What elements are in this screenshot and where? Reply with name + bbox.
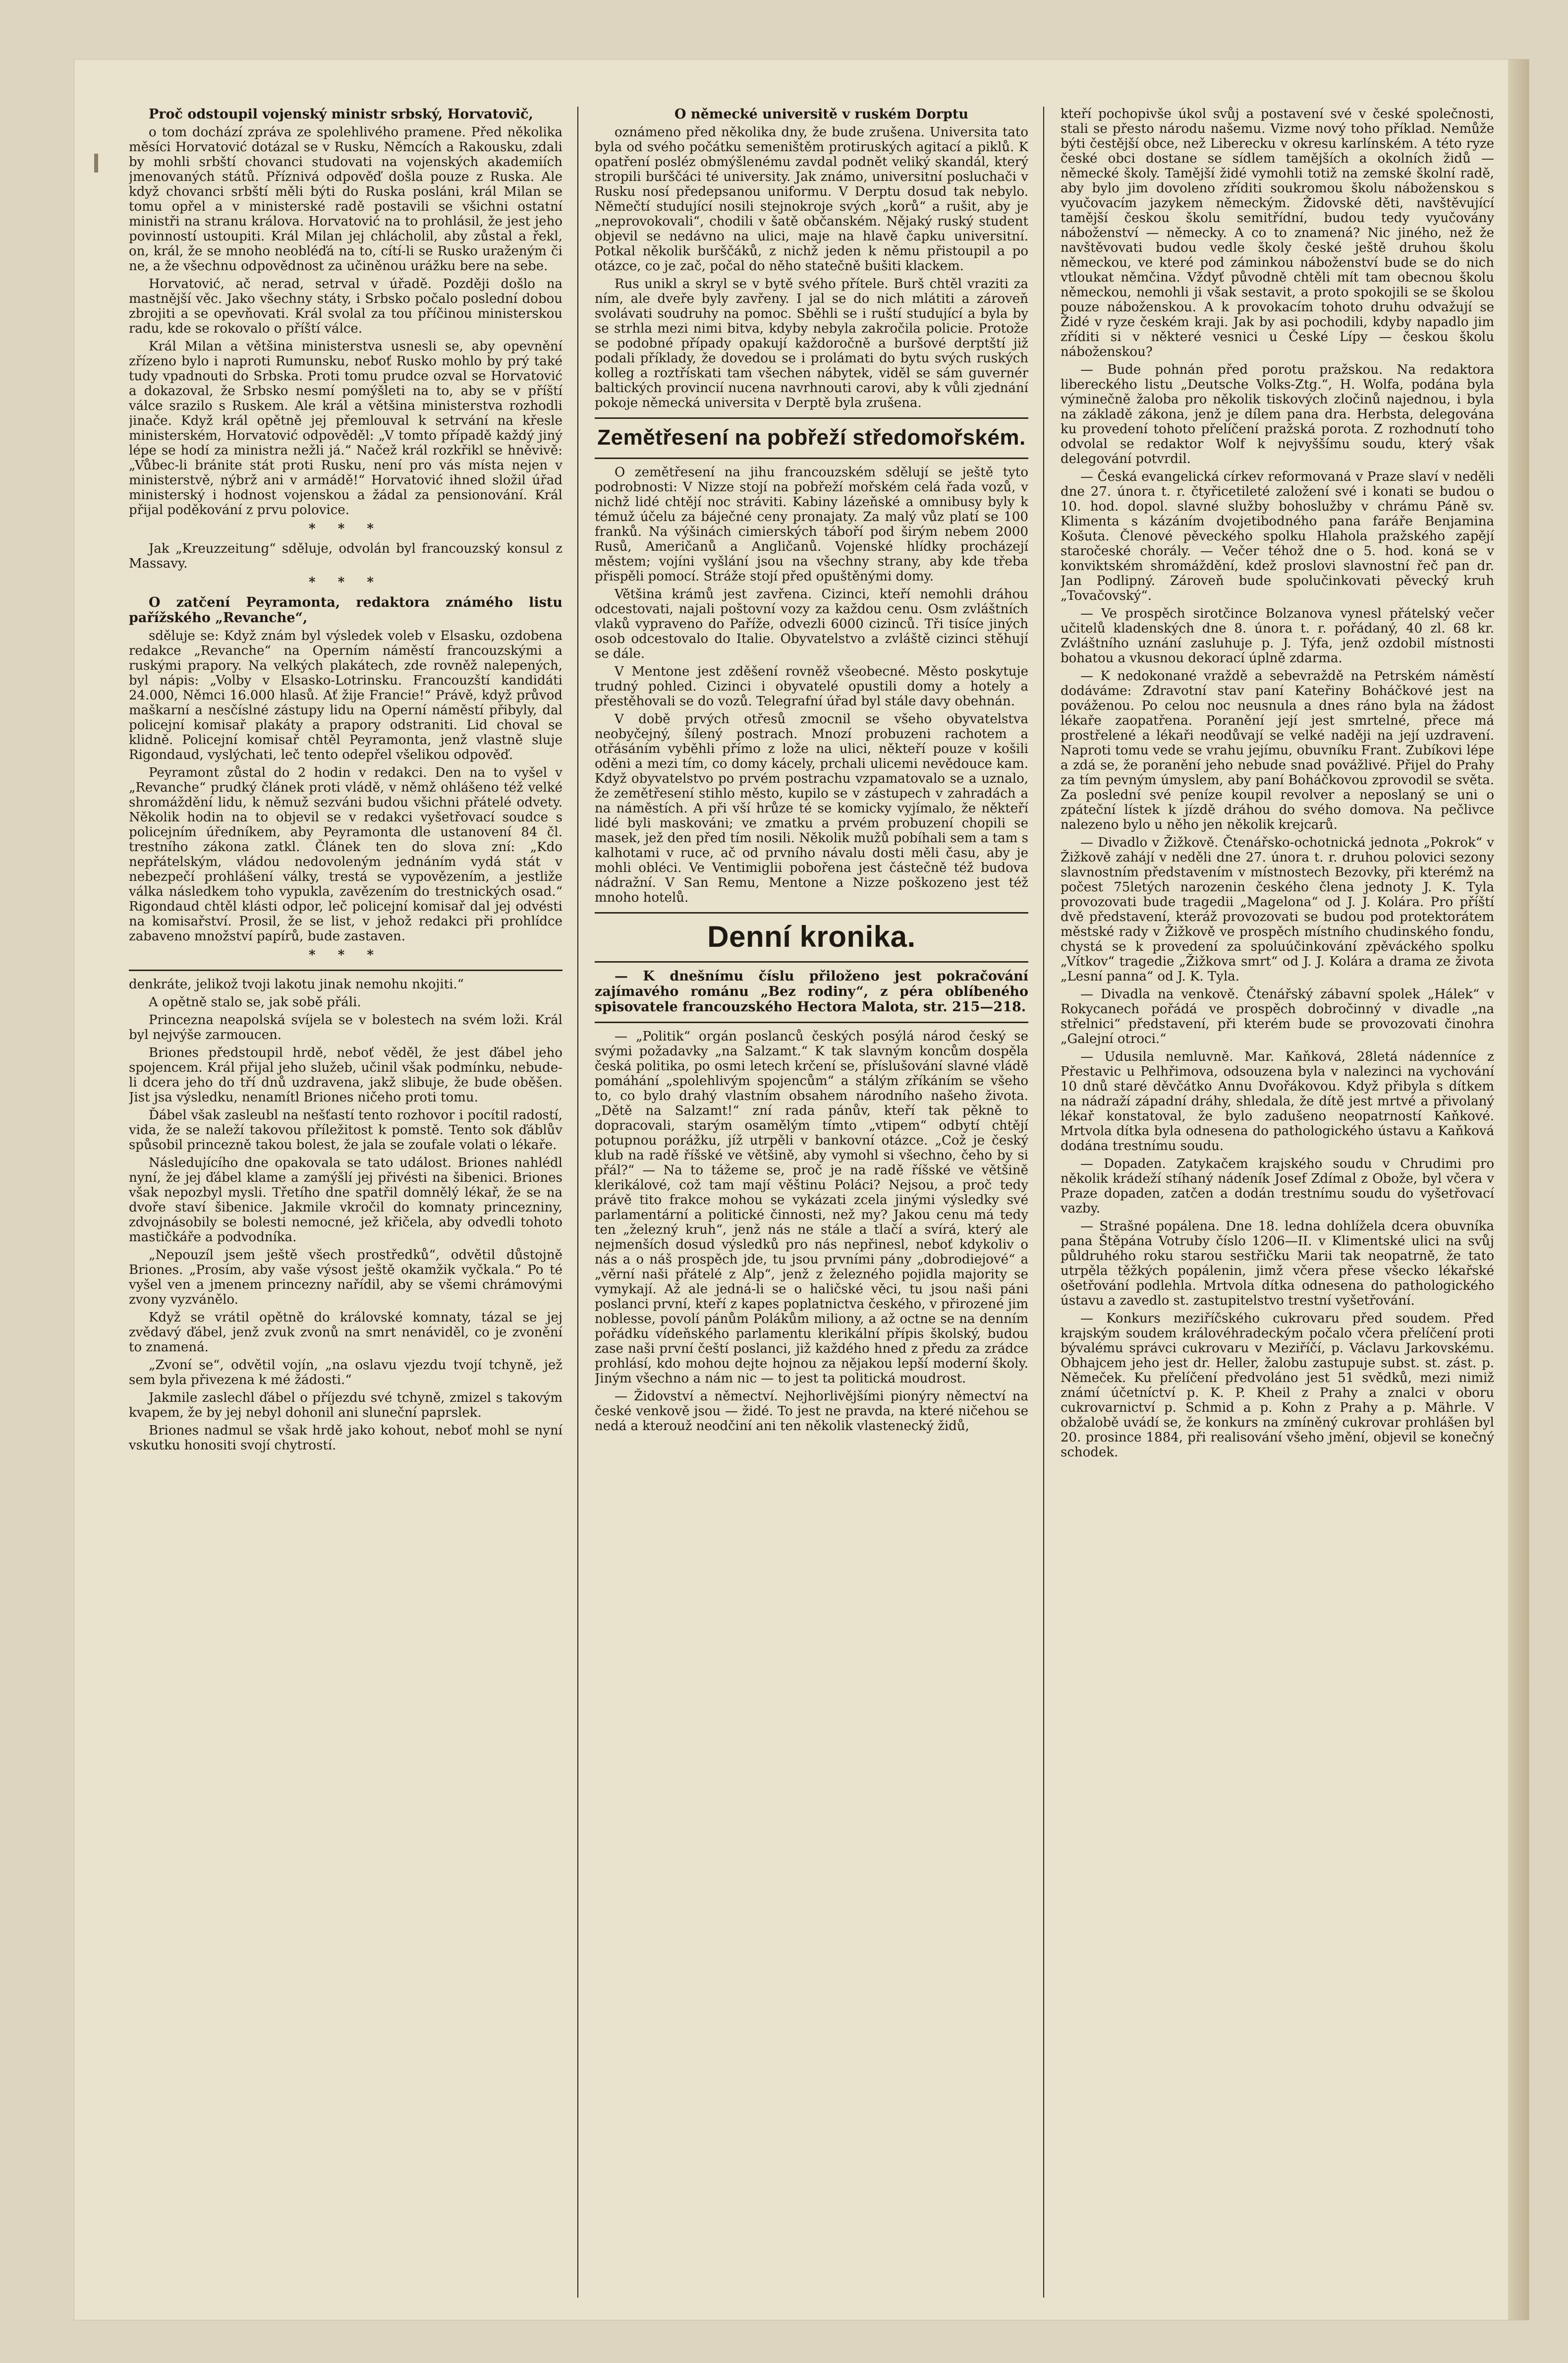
article-paragraph: V době prvých otřesů zmocnil se všeho obyvatelstva neobyčejný, šílený postrach. Mnozí probuzeni rachotem a otřásáním vyběhli přímo z lože na ulici, někteří pouze v košili oděni a mezi tím, co domy kácely, prchali ulicemi nevědouce kam. Když obyvatelstvo po prvém postrachu vzpamatovalo se a uznalo, že zemětřesení stihlo město, kupilo se v zástupech v zahradách a na náměstích. A při vší hrůze té se komicky vyjímalo, že někteří lidé byli maskováni; ve zmatku a prvém probuzení chopili se masek, jež den před tím nosili. Několik mužů pobíhali sem a tam s kalhotami v ruce, ač od prvního návalu dosti měli času, aby je mohli obléci. Ve Ventimiglii pobořena jest částečně též budova nádražní. V San Remu, Mentone a Nizze poškozeno jest též mnoho hotelů. [595, 712, 1028, 905]
section-separator: * * * [309, 575, 383, 590]
article-paragraph: Většina krámů jest zavřena. Cizinci, kteří nemohli dráhou odcestovati, najali poštovní vozy za každou cenu. Osm zvláštních vlaků vypraveno do Paříže, odvezli 6000 cizinců. Tři tisíce jiných osob odcestovalo do Italie. Obyvatelstvo a zvláště cizinci stěhují se dále. [595, 587, 1028, 661]
story-paragraph: „Zvoní se“, odvětil vojín, „na oslavu vjezdu tvojí tchyně, jež sem byla přivezena k mé žádosti.“ [129, 1358, 562, 1387]
news-item: — Bude pohnán před porotu pražskou. Na redaktora libereckého listu „Deutsche Volks-Ztg.“, H. Wolfa, podána byla výminečně žaloba pro několik tiskových zločinů najednou, i byla na základě zákona, jenž je dílem pana dra. Herbsta, delegována ku provedení tohoto přelíčení pražská porota. Z rozhodnutí toho odvolal se redaktor Wolf k nejvyššímu soudu, který však delegování potvrdil. [1061, 362, 1494, 466]
article-paragraph: kteří pochopivše úkol svůj a postavení své v české společnosti, stali se přesto národu našemu. Vizme nový toho příklad. Nemůže býti čestější obce, než Liberecku v okresu karlínském. A této ryze české obci dostane se sídlem tamějších a okolních židů — německé školy. Tamější židé vymohli totiž na zemské školní radě, aby bylo jim dovoleno zříditi soukromou školu náboženskou s vyučovacím jazykem německým. Židovské děti, navštěvující tamější českou školu semitřídní, budou tedy vyučovány náboženství — německy. A co to znamená? Nic jiného, než že navštěvovati budou vedle školy české ještě druhou školu německou, ve které pod záminkou náboženství bude se do nich vtloukat němčina. Vždyť původně chtěli mít tam obecnou školu německou, nemohli ji však sestavit, a proto spokojili se se školou pouze náboženskou. A k provokacím tohoto druhu odvažují se Židé v ryze českém kraji. Jak by asi pochodili, kdyby napadlo jim zříditi si v některé vesnici u České Lípy — českou školu náboženskou? [1061, 107, 1494, 359]
story-paragraph: Když se vrátil opětně do královské komnaty, tázal se jej zvědavý ďábel, jenž zvuk zvonů na smrt nenáviděl, co je zvonění to znamená. [129, 1310, 562, 1355]
news-item: — Udusila nemluvně. Mar. Kaňková, 28letá nádenníce z Přestavic u Pelhřimova, odsouzena byla v nalezinci na vychování 10 dnů staré děvčátko Annu Dvořákovou. Když přibyla s dítkem na nádraží západní dráhy, shledala, že dítě jest mrtvé a přivolaný lékař konstatoval, že bylo zadušeno neopatrností Kaňkové. Mrtvola dítka byla odnesena do pathologického ústavu a Kaňková dodána trestnímu soudu. [1061, 1049, 1494, 1153]
news-item: — Ve prospěch sirotčince Bolzanova vynesl přátelský večer učitelů kladenských dne 8. února t. r. pořádaný, 40 zl. 68 kr. Zvláštního uznání zasluhuje p. J. Týfa, jenž ozdobil místnosti bohatou a vkusnou dekorací úplně zdarma. [1061, 606, 1494, 666]
column-2 [595, 107, 1028, 2293]
news-item: — Konkurs meziříčského cukrovaru před soudem. Před krajským soudem královéhradeckým počalo včera přelíčení proti bývalému správci cukrovaru v Meziříčí, p. Václavu Jarkovskému. Obhajcem jeho jest dr. Heller, žalobu zastupuje subst. st. zást. p. Němeček. Ku přelíčení předvoláno jest 51 svědků, mezi nimiž známí účetníctví p. K. P. Kheil z Prahy a znalci v oboru cukrovarnictví p. Schmid a p. Kohn z Prahy a p. Mährle. V obžalobě uvádí se, že konkurs na zmíněný cukrovar prohlášen byl 20. prosince 1884, při realisování všeho jmění, objevil se konečný schodek. [1061, 1311, 1494, 1460]
column-rule [1043, 107, 1044, 2298]
section-rule [595, 961, 1028, 963]
article-paragraph: V Mentone jest zděšení rovněž všeobecné. Město poskytuje trudný pohled. Cizinci i obyvatelé opustili domy a hotely a přestěhovali se do vozů. Telegrafní úřad byl stále davy obehnán. [595, 664, 1028, 709]
article-paragraph: Král Milan a většina ministerstva usnesli se, aby opevnění zřízeno bylo i naproti Rumunsku, neboť Rusko mohlo by prý také tudy vpadnouti do Srbska. Proti tomu prudce ozval se Horvatović a dokazoval, že Srbsko nesmí pomýšleti na to, aby se v příští válce srazilo s Ruskem. Ale král a většina ministerstva rozhodli jinače. Když král opětně jej přemlouval k setrvání na křesle ministerském, Horvatović odpověděl: „V tomto případě každý jiný lépe se hodí za ministra nežli já.“ Načež král rozkřikl se hněvivě: „Vůbec-li bránite stát proti Rusku, není pro vás místa nejen v ministerstvě, nýbrž ani v armádě!“ Horvatović ihned složil úřad ministerský i hodnost vojenskou a žádal za pensionování. Král přijal poděkování z prvu polovice. [129, 339, 562, 518]
article-paragraph: oznámeno před několika dny, že bude zrušena. Universita tato byla od svého počátku semeništěm protiruských agitací a piklů. K opatření posléz obmýšlenému zavdal podnět veliký skandál, který stropili burščáci té university. Jak známo, universitní posluchači v Rusku nosí předepsanou uniformu. V Derptu dosud tak nebylo. Němečtí studující nosili stejnokroje svých „korů“ a rušit, aby je „neprovokovali“, chodili v šatě občanském. Nějaký ruský student objevil se nedávno na ulici, maje na hlavě čapku universitní. Potkal několik burščáků, z nichž jeden k němu přistoupil a po otázce, co je zač, počal do něho statečně bušiti klackem. [595, 125, 1028, 274]
section-rule [595, 912, 1028, 914]
news-item: — Strašné popálena. Dne 18. ledna dohlížela dcera obuvníka pana Štěpána Votruby číslo 1206—II. v Klimentské ulici na svůj půldruhého roku starou sestřičku Marii tak neopatrně, že tato utrpěla těžkých popálenin, jimž včera přese všecko lékařské ošetřování podlehla. Mrtvola dítka odnesena do pathologického ústavu a zavedlo st. zastupitelstvo trestní vyšetřování. [1061, 1219, 1494, 1308]
section-rule [595, 417, 1028, 419]
story-paragraph: Následujícího dne opakovala se tato událost. Briones nahlédl nyní, že jej ďábel klame a zamýšlí jej přivésti na šibenici. Briones však nepozbyl mysli. Třetího dne spatřil domnělý lékař, že se na dvoře staví šibenice. Jakmile vkročil do komnaty princezniny, zdvojnásobily se bolesti nemocné, jež křičela, aby odvedli tohoto mastičkáře a podvodníka. [129, 1155, 562, 1245]
section-heading: Zemětřesení na pobřeží středomořském. [597, 425, 1026, 450]
article-paragraph: Peyramont zůstal do 2 hodin v redakci. Den na to vyšel v „Revanche“ prudký článek proti vládě, v němž ohlášeno též velké shromáždění lidu, k němuž sezváni budou všichni přátelé odvety. Několik hodin na to objevil se v redakci vyšetřovací soudce s policejním úředníkem, aby Peyramonta dle ustanovení 84 čl. trestního zákona zatkl. Článek ten do slova zní: „Kdo nepřátelským, vládou nedovoleným jednáním vydá stát v nebezpečí prohlášení války, trestá se vypovězením, a jestliže válka následkem toho vypukla, zavězením do trestnických osad.“ Rigondaud chtěl klásti odpor, leč policejní komisař dal jej odvésti na komisařství. Prosil, že se list, v jehož redakci při prohlídce zabaveno množství papírů, bude zastaven. [129, 765, 562, 944]
article-paragraph: Rus unikl a skryl se v bytě svého přítele. Burš chtěl vraziti za ním, ale dveře byly zavřeny. I jal se do nich mlátiti a zároveň svolávati soudruhy na pomoc. Sběhli se i ruští studující a byla by se strhla mezi nimi bitva, kdyby nebyla zakročila policie. Protože se podobné případy opakují každoročně a buršové derptští již podali příklady, že dovedou se i prolámati do bytu svých ruských kolleg a roztřískati tam všechen nábytek, viděl se sám guvernér baltických provincií nucena navrhnouti carovi, aby k vůli zjednání pokoje německá universita v Derptě byla zrušena. [595, 277, 1028, 410]
story-paragraph: denkráte, jelikož tvoji lakotu jinak nemohu nkojiti.“ [129, 977, 464, 992]
binding-edge [1508, 59, 1529, 2320]
column-rule [577, 107, 578, 2298]
story-paragraph: Princezna neapolská svíjela se v bolestech na svém loži. Král byl nejvýše zarmoucen. [129, 1013, 562, 1042]
story-paragraph: „Nepouzíl jsem ještě všech prostředků“, odvětil důstojně Briones. „Prosím, aby vaše výsost ještě okamžik vyčkala.“ Po té vyšel ven a jmenem princezny nařídil, aby se všemi chrámovými zvony vyzvánělo. [129, 1248, 562, 1307]
article-lead: O zatčení Peyramonta, redaktora známého listu pařížského „Revanche“, [129, 595, 562, 626]
section-separator: * * * [309, 521, 383, 536]
article-paragraph: O zemětřesení na jihu francouzském sdělují se ještě tyto podrobnosti: V Nizze stojí na pobřeží mořském celá řada vozů, v nichž lidé chtějí noc stráviti. Kabiny lázeňské a omnibusy byly k témuž účelu za báječné ceny pronajaty. Za malý vůz platí se 100 franků. Na výšinách cimierských táboří pod širým nebem 2000 Rusů, Američanů a Angličanů. Vojenské hlídky procházejí městem; vojíni vyšlání jsou na všechny strany, aby kde třeba přispěli pomocí. Stráže stojí před opuštěnými domy. [595, 465, 1028, 584]
article-lead: O německé universitě v ruském Dorptu [674, 107, 968, 122]
news-item: — Divadla na venkově. Čtenářský zábavní spolek „Hálek“ v Rokycanech pořádá ve prospěch dobročinný v divadle „na střelnici“ představení, při kterém bude se provozovati činohra „Galejní otroci.“ [1061, 987, 1494, 1046]
news-item: — Česká evangelická církev reformovaná v Praze slaví v neděli dne 27. února t. r. čtyřicetileté založení své i konati se budou o 10. hod. dopol. slavné služby bohoslužby v chrámu Páně sv. Klimenta s kázáním dvojetibodného pana faráře Benjamina Košuta. Členové pěveckého spolku Hlahola pražského zapějí staročeské chorály. — Večer téhož dne o 5. hod. koná se v konviktském shromáždění, kdež proslovi slavnostní řeč pan dr. Jan Podlipný. Zároveň bude spolučinkovati pěvecký kruh „Tovačovský“. [1061, 469, 1494, 603]
story-paragraph: Ďábel však zasleubl na nešťastí tento rozhovor i pocítil radostí, vida, že se naleží takovou příležitost k pomstě. Tento sok ďáblův spůsobil princezně takou bolest, že jala se zoufale volati o lékaře. [129, 1108, 562, 1153]
article-paragraph: o tom dochází zpráva ze spolehlivého pramene. Před několika měsíci Horvatović dotázal se v Rusku, Němcích a Rakousku, zdali by mohli srbští chovanci studovati na vojenských akademiích jmenovaných států. Příznivá odpověď došla pouze z Ruska. Ale když chovanci srbští měli býti do Ruska posláni, král Milan se tomu opřel a v ministerské radě postavili se všichni ostatní ministři na stranu králova. Horvatović na to prohlásil, že jest jeho povinností ustoupiti. Král Milan jej chlácholil, aby zůstal a řekl, on, král, že se mnoho neobléďá na to, cítí-li se Rusko uraženým či ne, a že všechnu odpovědnost za učiněnou urážku bere na sebe. [129, 125, 562, 274]
newspaper-page [74, 59, 1529, 2320]
section-rule [595, 458, 1028, 459]
news-item: — K nedokonané vraždě a sebevraždě na Petrském náměstí dodáváme: Zdravotní stav paní Kateřiny Boháčkové jest na pováženou. Po celou noc neusnula a dnes ráno byla na žádost lékaře zaopatřena. Poranění její jest smrtelné, přece má prostřelené a lékaři neodůvají se velké naději na její uzdravení. Naproti tomu vede se vrahu jejímu, obuvníku Frant. Zubíkovi lépe a zdá se, že poranění jeho nebude snad povážlivé. Přijel do Prahy za tím pevným úmyslem, aby paní Boháčkovou zprovodil se světa. Za poslední své peníze koupil revolver a neposlaný se uni o zpáteční lístek k jízdě dráhou do svého domova. Na pečlivce nalezeno bylo u něho jen několik krejcarů. [1061, 669, 1494, 832]
story-paragraph: Jakmile zaslechl ďábel o příjezdu své tchyně, zmizel s takovým kvapem, že by jej nebyl dohonil ani sluneční paprslek. [129, 1390, 562, 1420]
story-paragraph: A opětně stalo se, jak sobě přáli. [149, 995, 361, 1010]
section-separator: * * * [309, 948, 383, 963]
margin-mark [94, 154, 98, 173]
article-paragraph: sděluje se: Když znám byl výsledek voleb v Elsasku, ozdobena redakce „Revanche“ na Operním náměstí francouzskými a ruskými prapory. Na velkých plakátech, zde rovněž nalepených, byl nápis: „Volby v Elsasko-Lotrinsku. Francouzští kandidáti 24.000, Němci 16.000 hlasů. Ať žije Francie!“ Právě, když průvod maškarní a nesčíslné zástupy lidu na Operní náměstí přibyly, dal policejní komisař plakáty a prapory odstraniti. Lid choval se klidně. Policejní komisař chtěl Peyramonta, jenž vlastně sluje Rigondaud, vyslýchati, leč tento odepřel všelikou odpověď. [129, 629, 562, 762]
column-1 [129, 107, 562, 2293]
section-rule [595, 1022, 1028, 1023]
column-3 [1061, 107, 1494, 2293]
article-paragraph: — „Politik“ orgán poslanců českých posýlá národ český se svými požadavky „na Salzamt.“ K tak slavným koncům dospěla česká politika, po osmi letech krčení se, příslušování slavné vládě pomáhání „spolehlivým spojencům“ a stálým zříkáním se všeho to, co bylo drahý vlastním obsahem národního našeho života. „Dětě na Salzamt!“ zní rada pánův, kteří tak pěkně to dopracovali, starým osamělým tímto „vtipem“ odbytí chtějí potupnou porážku, jíž utrpěli v bankovní otázce. „Což je český klub na radě říšské ve většině, aby vymohl si všechno, čeho by si přál?“ — Na to tážeme se, proč je na radě říšské ve většině klerikálové, což tam mají věštinu Poláci? Nejsou, a proč tedy právě tito frakce mohou se vykázati zcela jinými výsledky své parlamentární a politické činnosti, než my? Jakou cenu má tedy ten „železný kruh“, jenž nás ne stále a tlačí a svírá, který ale nejmenších dosud výsledků pro nás nepřinesl, neboť kdykoliv o nás a o náš prospěch jde, tu jsou prvními pány „dobrodiejové“ a „věrní naši přátelé z Alp“, jenž z železného pojidla majority se vymykají. Až ale jedná-li se o haličské věci, tu jsou naši páni poslanci první, kteří z kapes poplatnictva českého, v přirozené jim noblesse, povolí pánům Polákům miliony, a až octne se na denním pořádku vídeňského parlamentu klerikální přípis školský, budou zase naši první čeští poslanci, již každého hned z předu za zrádce prohlásí, kdo mohou dejte hojnou za nějakou lepší moderní školy. Jiným všechno a nám nic — to jest ta politická moudrost. [595, 1029, 1028, 1386]
article-lead: Proč odstoupil vojenský ministr srbský, Horvatovič, [149, 107, 533, 122]
article-paragraph: Horvatović, ač nerad, setrval v úřadě. Později došlo na mastnější věc. Jako všechny státy, i Srbsko počalo poslední dobou zbrojiti a se opevňovati. Král svolal za tou příčinou ministerskou radu, kde se rokovalo o příští válce. [129, 277, 562, 336]
story-paragraph: Briones nadmul se však hrdě jako kohout, neboť mohl se nyní vskutku honositi svojí chytrostí. [129, 1423, 562, 1453]
page-section-title: Denní kronika. [707, 920, 916, 953]
article-paragraph: — Židovství a němectví. Nejhorlivějšími pionýry němectví na české venkově jsou — židé. To jest ne pravda, na které ničehou se nedá a kterouž neodčiní ani ten několik vlastenecký židů, [595, 1389, 1028, 1434]
story-paragraph: Briones předstoupil hrdě, neboť věděl, že jest ďábel jeho spojencem. Král přijal jeho služeb, učinil však podmínku, nebude-li dcera jeho do tří dnů uzdravena, jakž slibuje, že bude oběšen. Jist jsa výsledku, nenamítl Briones ničeho proti tomu. [129, 1045, 562, 1105]
supplement-notice: — K dnešnímu číslu přiloženo jest pokračování zajímavého románu „Bez rodiny“, z péra oblíbeného spisovatele francouzského Hectora Malota, str. 215—218. [595, 969, 1028, 1015]
article-paragraph: Jak „Kreuzzeitung“ sděluje, odvolán byl francouzský konsul z Massavy. [129, 541, 562, 571]
news-item: — Dopaden. Zatykačem krajského soudu v Chrudimi pro několik krádeží stíhaný nádeník Josef Zdímal z Obože, byl včera v Praze dopaden, zatčen a dodán trestnímu soudu do vyšetřovací vazby. [1061, 1156, 1494, 1216]
news-item: — Divadlo v Žižkově. Čtenářsko-ochotnická jednota „Pokrok“ v Žižkově zahájí v neděli dne 27. února t. r. druhou polovici sezony slavnostním představením v místnostech Bezovky, při kterémž na počest 75letých narozenin českého člena jednoty J. K. Tyla provozovati bude tragedii „Magelona“ od J. J. Kolára. Pro příští dvě představení, kteráž provozovati se budou pod protektorátem městské rady v Žižkově ve prospěch místního chudinského fondu, chystá se k provedení za spoluúčinkování zpěváckého spolku „Vítkov“ tragedie „Žižkova smrt“ od J. J. Kolára a drama ze života „Lesní panna“ od J. K. Tyla. [1061, 835, 1494, 984]
feuilleton-rule [129, 970, 562, 971]
